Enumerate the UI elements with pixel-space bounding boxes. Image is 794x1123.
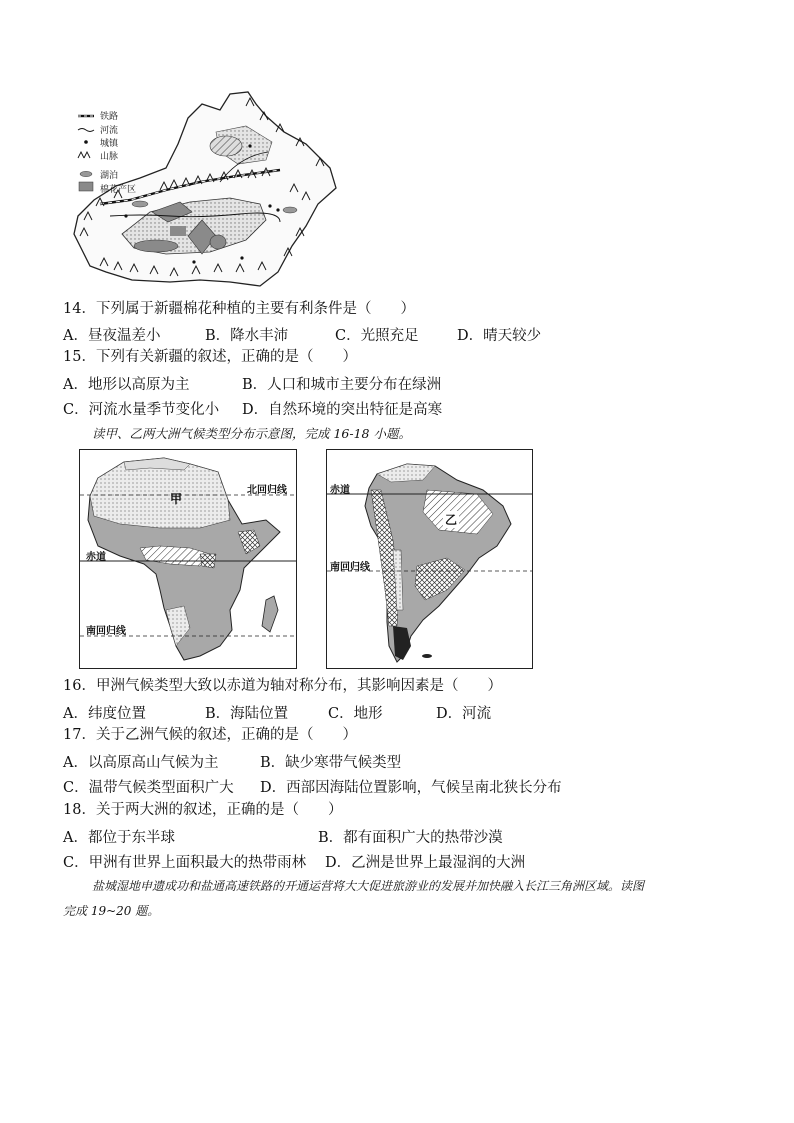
legend-lake: 湖泊: [100, 171, 119, 181]
sa-south-tropic-label: 南回归线: [330, 562, 370, 573]
xinjiang-map: [70, 86, 342, 290]
q17-option-b: B．缺少寒带气候类型: [260, 755, 402, 771]
question-14-stem: 14．下列属于新疆棉花种植的主要有利条件是（ ）: [63, 301, 415, 317]
label-yi: 乙: [445, 513, 458, 527]
q16-option-a: A．纬度位置: [63, 706, 146, 722]
africa-equator-label: 赤道: [86, 552, 106, 563]
q17-option-a: A．以高原高山气候为主: [63, 755, 219, 771]
africa-north-tropic-label: 北回归线: [247, 485, 287, 496]
legend-mountain: 山脉: [100, 152, 119, 162]
label-jia: 甲: [170, 492, 183, 506]
q16-option-b: B．海陆位置: [205, 706, 289, 722]
q16-option-c: C．地形: [328, 706, 383, 722]
q17-option-d: D．西部因海陆位置影响，气候呈南北狭长分布: [260, 780, 562, 796]
question-18-stem: 18．关于两大洲的叙述，正确的是（ ）: [63, 802, 343, 818]
q18-option-c: C．甲洲有世界上面积最大的热带雨林: [63, 855, 307, 871]
q15-option-b: B．人口和城市主要分布在绿洲: [242, 377, 442, 393]
q15-option-a: A．地形以高原为主: [63, 377, 190, 393]
legend-cotton: 棉花产区: [100, 185, 137, 195]
q17-option-c: C．温带气候类型面积广大: [63, 780, 234, 796]
q14-option-a: A．昼夜温差小: [63, 328, 161, 344]
intro-16-18: 读甲、乙两大洲气候类型分布示意图，完成 16-18 小题。: [92, 426, 411, 441]
intro-19-20-line2: 完成 19~20 题。: [63, 904, 160, 918]
question-15-stem: 15．下列有关新疆的叙述，正确的是（ ）: [63, 349, 357, 365]
sa-equator-label: 赤道: [330, 485, 350, 496]
q14-option-c: C．光照充足: [335, 328, 419, 344]
q18-option-d: D．乙洲是世界上最湿润的大洲: [325, 855, 526, 871]
q16-option-d: D．河流: [436, 706, 492, 722]
q18-option-b: B．都有面积广大的热带沙漠: [318, 830, 503, 846]
q18-option-a: A．都位于东半球: [63, 830, 175, 846]
legend-town: 城镇: [100, 139, 119, 149]
q14-option-b: B．降水丰沛: [205, 328, 289, 344]
q15-option-d: D．自然环境的突出特征是高寒: [242, 402, 443, 418]
africa-south-tropic-label: 南回归线: [86, 626, 126, 637]
map-legend: [78, 116, 94, 191]
q14-option-d: D．晴天较少: [457, 328, 542, 344]
africa-climate-map: [79, 449, 297, 669]
q15-option-c: C．河流水量季节变化小: [63, 402, 220, 418]
legend-river: 河流: [100, 126, 119, 136]
south-america-climate-map: [326, 449, 533, 669]
question-16-stem: 16．甲洲气候类型大致以赤道为轴对称分布，其影响因素是（ ）: [63, 678, 502, 694]
question-17-stem: 17．关于乙洲气候的叙述，正确的是（ ）: [63, 727, 357, 743]
legend-railway: 铁路: [100, 112, 119, 122]
intro-19-20-line1: 盐城湿地申遗成功和盐通高速铁路的开通运营将大大促进旅游业的发展并加快融入长江三角洲区域。读图: [92, 879, 645, 893]
